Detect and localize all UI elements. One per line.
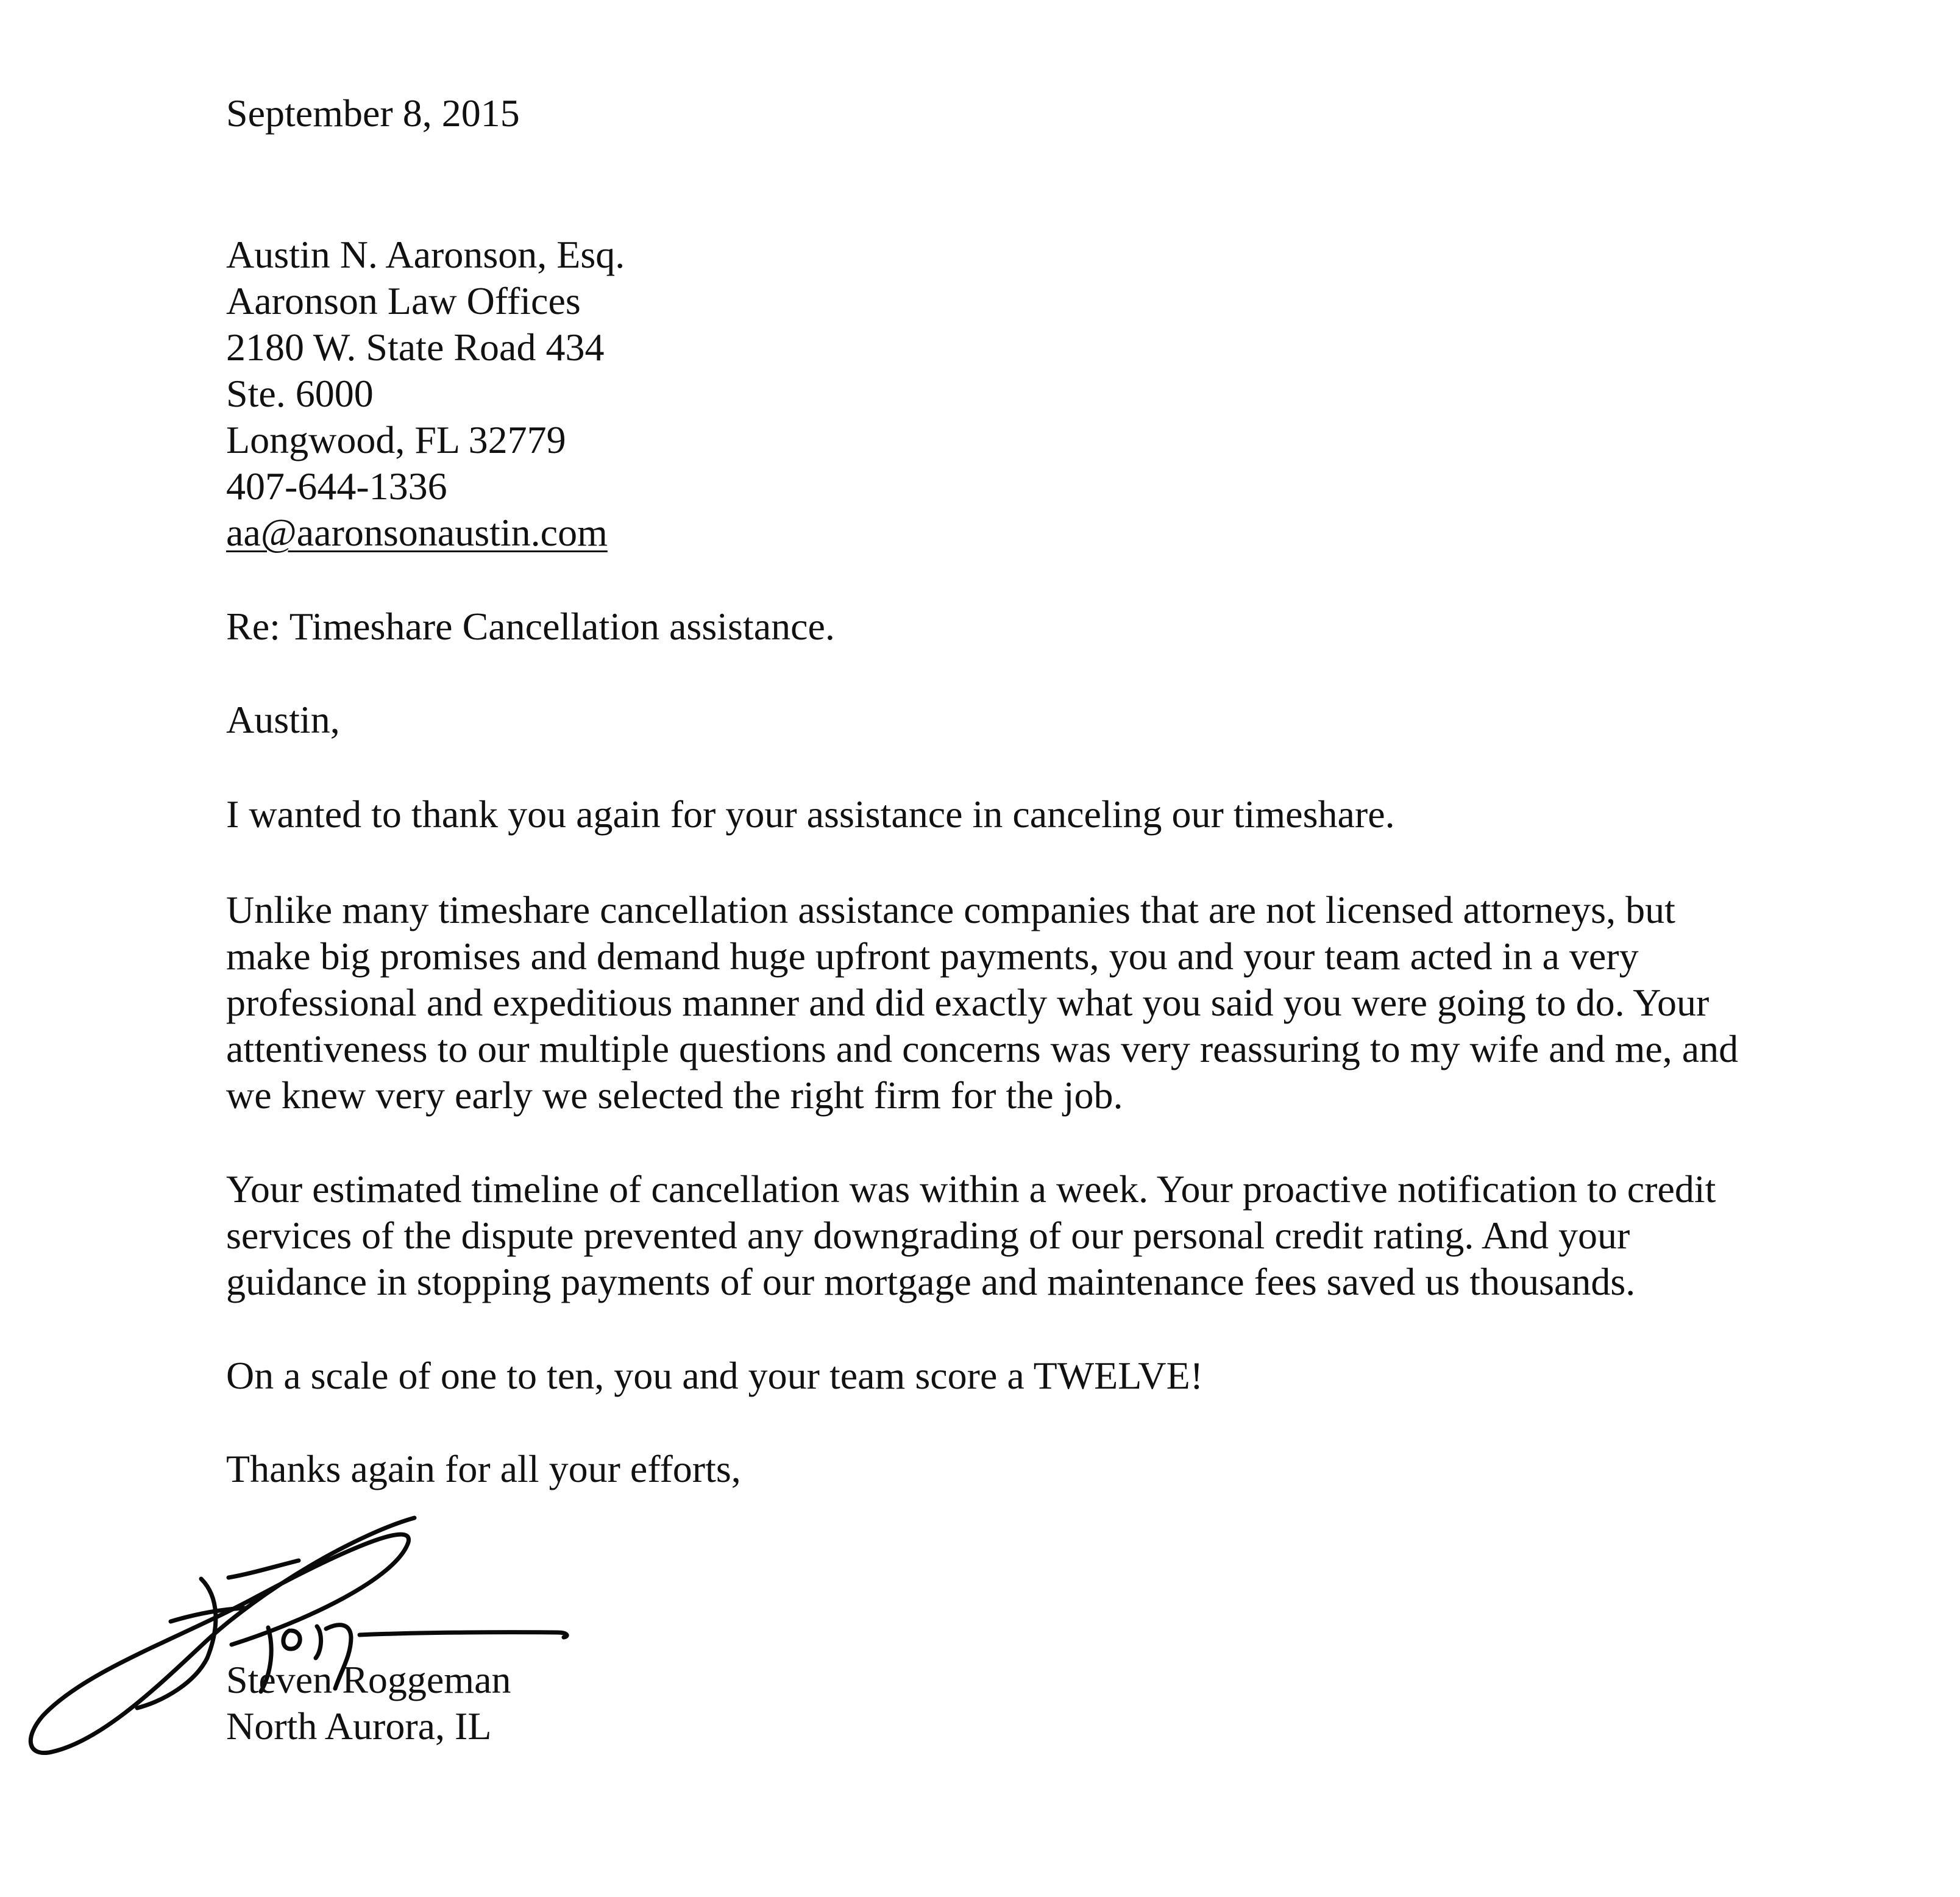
- paragraph-2-line: professional and expeditious manner and did exactly what you said you were going to do. Your: [226, 981, 1710, 1024]
- paragraph-3-line: guidance in stopping payments of our mortgage and maintenance fees saved us thousands.: [226, 1260, 1636, 1303]
- recipient-firm: Aaronson Law Offices: [226, 279, 581, 322]
- closing-line: Thanks again for all your efforts,: [226, 1447, 741, 1490]
- salutation: Austin,: [226, 698, 340, 741]
- subject-line: Re: Timeshare Cancellation assistance.: [226, 605, 835, 648]
- signer-name: Steven Roggeman: [226, 1658, 511, 1701]
- letter-date: September 8, 2015: [226, 91, 520, 135]
- recipient-city-state-zip: Longwood, FL 32779: [226, 418, 566, 461]
- paragraph-2-line: attentiveness to our multiple questions and concerns was very reassuring to my wife and me, and: [226, 1027, 1739, 1070]
- paragraph-2-line: we knew very early we selected the right firm for the job.: [226, 1073, 1123, 1117]
- recipient-address-line2: Ste. 6000: [226, 372, 374, 415]
- paragraph-3-line: Your estimated timeline of cancellation was within a week. Your proactive notification to credit: [226, 1167, 1716, 1211]
- signer-location: North Aurora, IL: [226, 1704, 492, 1748]
- paragraph-4-line: On a scale of one to ten, you and your team score a TWELVE!: [226, 1354, 1204, 1397]
- recipient-phone: 407-644-1336: [226, 464, 447, 508]
- recipient-email-line: [226, 510, 608, 556]
- recipient-address-line1: 2180 W. State Road 434: [226, 326, 605, 369]
- paragraph-2-line: make big promises and demand huge upfront payments, you and your team acted in a very: [226, 934, 1639, 978]
- paragraph-1-line: I wanted to thank you again for your assistance in canceling our timeshare.: [226, 792, 1395, 836]
- recipient-email-link[interactable]: aa@aaronsonaustin.com: [226, 511, 608, 554]
- paragraph-2-line: Unlike many timeshare cancellation assistance companies that are not licensed attorneys, but: [226, 888, 1675, 931]
- paragraph-3-line: services of the dispute prevented any downgrading of our personal credit rating. And your: [226, 1214, 1630, 1257]
- recipient-name: Austin N. Aaronson, Esq.: [226, 233, 625, 276]
